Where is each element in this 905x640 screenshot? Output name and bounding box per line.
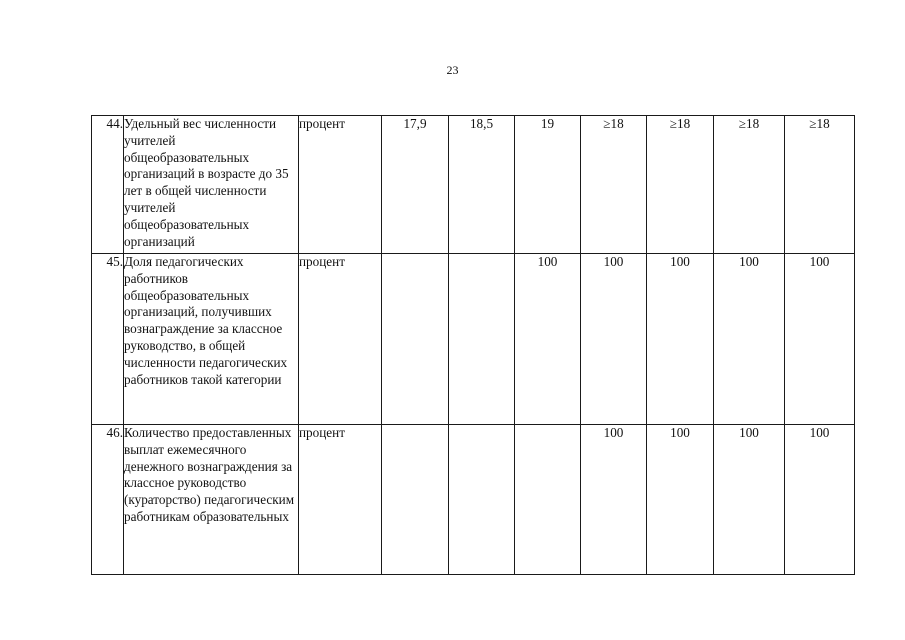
value-cell: 100 (714, 254, 785, 425)
page-number: 23 (446, 63, 459, 77)
value-cell: 100 (714, 425, 785, 575)
indicator-name: Количество предоставленных выплат ежемесячного денежного вознаграждения за классное руководство (кураторство) педагогическим работникам образовательных (124, 425, 299, 575)
indicator-name: Удельный вес численности учителей общеобразовательных организаций в возрасте до 35 лет в общей численности учителей общеобразовательных организаций (124, 116, 299, 254)
value-cell: 17,9 (382, 116, 449, 254)
unit-of-measure: процент (299, 425, 382, 575)
value-cell (449, 425, 515, 575)
unit-of-measure: процент (299, 116, 382, 254)
table-row (92, 116, 855, 254)
table-row (92, 254, 855, 425)
value-cell (382, 425, 449, 575)
indicator-name: Доля педагогических работников общеобразовательных организаций, получивших вознаграждение за классное руководство, в общей численности педагогических работников такой категории (124, 254, 299, 425)
row-number: 45. (92, 254, 124, 425)
unit-of-measure: процент (299, 254, 382, 425)
value-cell: 100 (785, 425, 855, 575)
value-cell: 18,5 (449, 116, 515, 254)
value-cell: 19 (515, 116, 581, 254)
value-cell: ≥18 (581, 116, 647, 254)
value-cell: 100 (647, 254, 714, 425)
value-cell: ≥18 (714, 116, 785, 254)
value-cell: ≥18 (785, 116, 855, 254)
value-cell (449, 254, 515, 425)
value-cell: 100 (785, 254, 855, 425)
indicators-table (91, 115, 855, 575)
row-number: 46. (92, 425, 124, 575)
value-cell: 100 (515, 254, 581, 425)
table-row (92, 425, 855, 575)
value-cell: 100 (581, 425, 647, 575)
row-number: 44. (92, 116, 124, 254)
value-cell: 100 (647, 425, 714, 575)
value-cell: 100 (581, 254, 647, 425)
value-cell (515, 425, 581, 575)
value-cell (382, 254, 449, 425)
value-cell: ≥18 (647, 116, 714, 254)
